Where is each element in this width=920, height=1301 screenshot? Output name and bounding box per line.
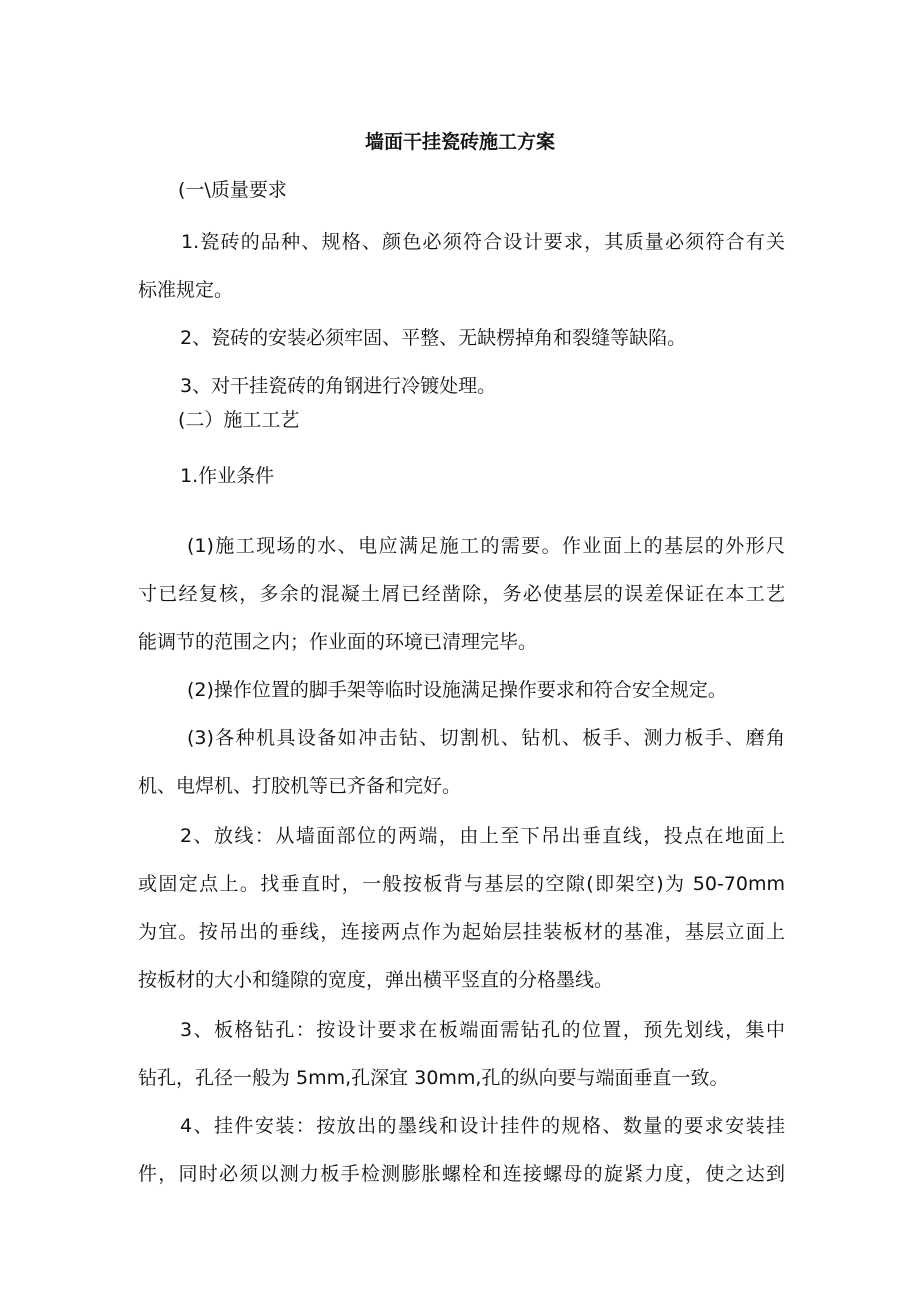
paragraph-line: 寸已经复核，多余的混凝土屑已经凿除，务必使基层的误差保证在本工艺 — [138, 583, 785, 605]
paragraph-line: 按板材的大小和缝隙的宽度，弹出横平竖直的分格墨线。 — [138, 969, 614, 991]
paragraph-line: 标准规定。 — [138, 279, 234, 301]
paragraph-line: 3、对干挂瓷砖的角钢进行冷镀处理。 — [180, 375, 497, 397]
document-title: 墙面干挂瓷砖施工方案 — [364, 131, 555, 153]
paragraph-line: 3、板格钻孔：按设计要求在板端面需钻孔的位置，预先划线，集中 — [180, 1019, 785, 1041]
section-heading-process: (二）施工工艺 — [178, 409, 300, 431]
paragraph-line: 2、放线：从墙面部位的两端，由上至下吊出垂直线，投点在地面上 — [180, 825, 785, 847]
paragraph-line: 机、电焊机、打胶机等已齐备和完好。 — [138, 775, 462, 797]
paragraph-line: 件，同时必须以测力板手检测膨胀螺栓和连接螺母的旋紧力度，使之达到 — [138, 1163, 785, 1185]
paragraph-line: 1.瓷砖的品种、规格、颜色必须符合设计要求，其质量必须符合有关 — [181, 231, 785, 253]
paragraph-line: (1)施工现场的水、电应满足施工的需要。作业面上的基层的外形尺 — [187, 535, 785, 557]
paragraph-line: 能调节的范围之内；作业面的环境已清理完毕。 — [138, 631, 538, 653]
subheading-work-conditions: 1.作业条件 — [180, 465, 275, 487]
paragraph-line: 2、瓷砖的安装必须牢固、平整、无缺楞掉角和裂缝等缺陷。 — [180, 327, 687, 349]
paragraph-line: 4、挂件安装：按放出的墨线和设计挂件的规格、数量的要求安装挂 — [180, 1115, 785, 1137]
paragraph-line: (3)各种机具设备如冲击钻、切割机、钻机、板手、测力板手、磨角 — [187, 727, 785, 749]
paragraph-line: 为宜。按吊出的垂线，连接两点作为起始层挂装板材的基准，基层立面上 — [138, 921, 785, 943]
paragraph-line: 或固定点上。找垂直时，一般按板背与基层的空隙(即架空)为 50-70mm — [138, 873, 785, 895]
paragraph-line: (2)操作位置的脚手架等临时设施满足操作要求和符合安全规定。 — [187, 679, 727, 701]
section-heading-quality: (一\质量要求 — [178, 179, 287, 201]
paragraph-line: 钻孔，孔径一般为 5mm,孔深宜 30mm,孔的纵向要与端面垂直一致。 — [138, 1067, 729, 1089]
